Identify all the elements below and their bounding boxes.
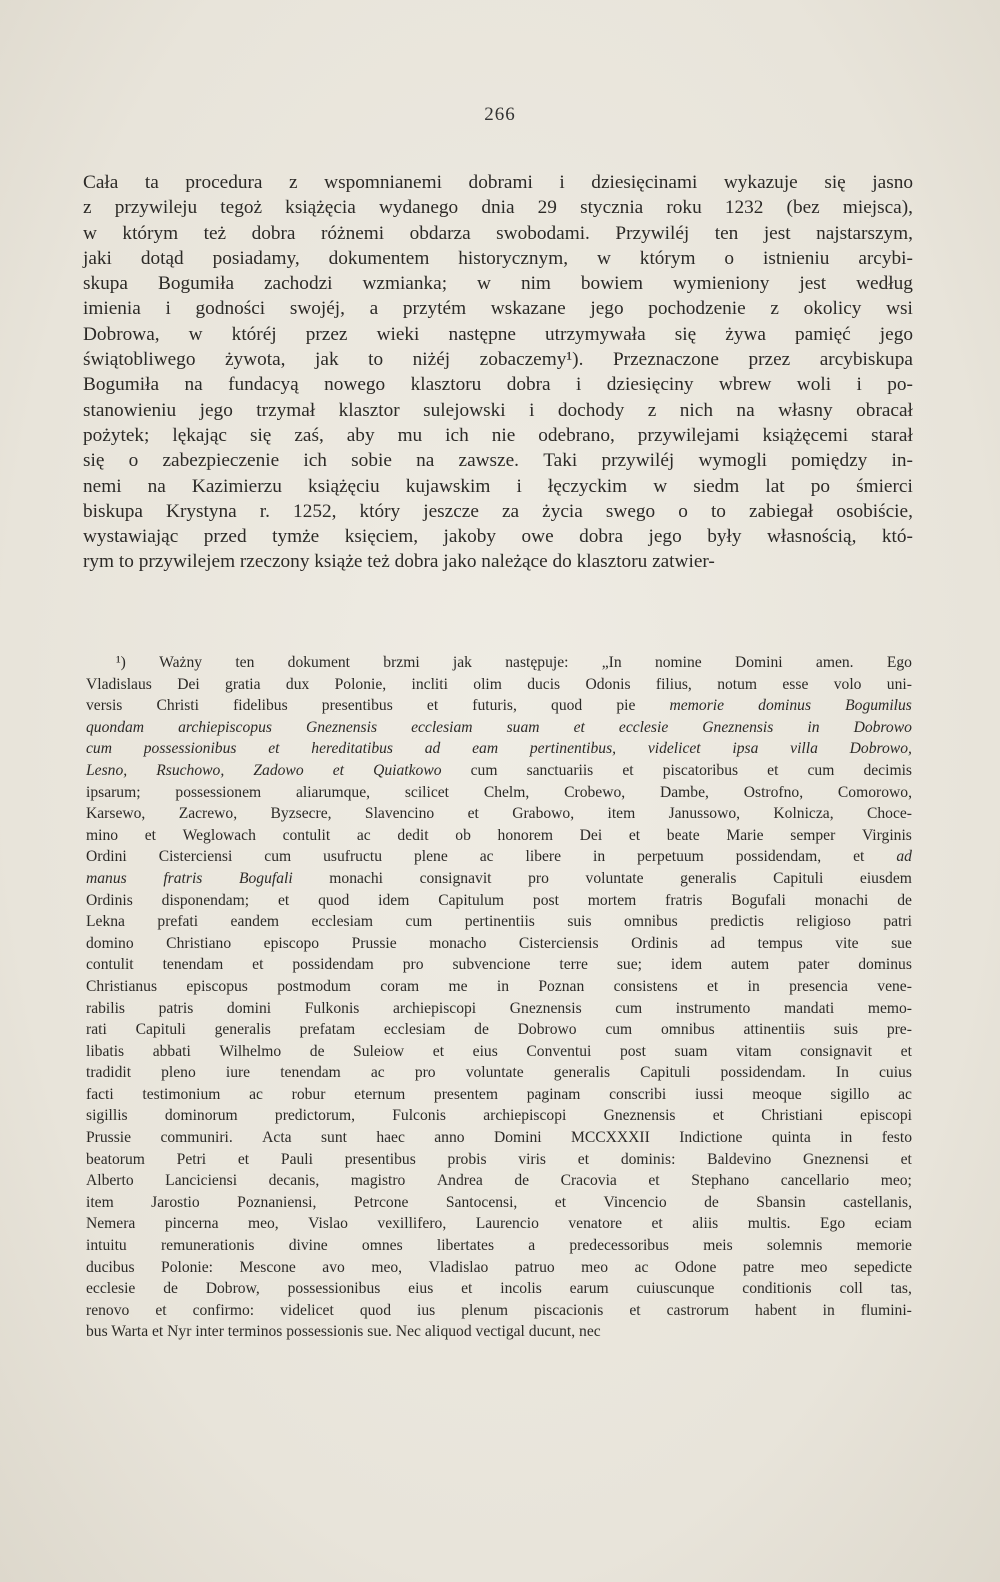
main-text-line: imienia i godności swojéj, a przytém wskazane jego pochodzenie z okolicy wsi (83, 298, 913, 320)
main-text-line: jaki dotąd posiadamy, dokumentem historycznym, w którym o istnieniu arcybi- (83, 247, 913, 269)
footnote-line: cum possessionibus et hereditatibus ad eam pertinentibus, videlicet ipsa villa Dobrowo, (86, 740, 912, 758)
main-text-line: się o zabezpieczenie ich sobie na zawsze. Taki przywiléj wymogli pomiędzy in- (83, 450, 913, 472)
footnote-line: ecclesie de Dobrow, possessionibus eius et incolis earum cuiuscunque conditionis coll tas, (86, 1280, 912, 1298)
footnote-line: Lesno, Rsuchowo, Zadowo et Quiatkowo cum sanctuariis et piscatoribus et cum decimis (86, 761, 912, 779)
footnote-line: Lekna prefati eandem ecclesiam cum pertinentiis suis omnibus predictis religioso patri (86, 913, 912, 931)
main-text-line: rym to przywilejem rzeczony książe też dobra jako należące do klasztoru zatwier- (83, 551, 715, 573)
main-text-line: biskupa Krystyna r. 1252, który jeszcze za życia swego o to zabiegał osobiście, (83, 500, 913, 522)
footnote-line: intuitu remunerationis divine omnes libertates a predecessoribus meis solemnis memorie (86, 1237, 912, 1255)
main-text-line: Cała ta procedura z wspomnianemi dobrami i dziesięcinami wykazuje się jasno (83, 172, 913, 193)
footnote-line: Prussie communiri. Acta sunt haec anno Domini MCCXXXII Indictione quinta in festo (86, 1129, 912, 1147)
main-text-line: wystawiając przed tymże księciem, jakoby owe dobra jego były własnością, któ- (83, 526, 913, 548)
footnote-line: libatis abbati Wilhelmo de Suleiow et eius Conventui post suam vitam consignavit et (86, 1042, 912, 1060)
main-text-line: Bogumiła na fundacyą nowego klasztoru dobra i dziesięciny wbrew woli i po- (83, 374, 913, 396)
main-text-line: świątobliwego żywota, jak to niżéj zobaczemy¹). Przeznaczone przez arcybiskupa (83, 349, 913, 371)
footnote-line: beatorum Petri et Pauli presentibus probis viris et dominis: Baldevino Gneznensi et (86, 1150, 912, 1168)
footnote-line: versis Christi fidelibus presentibus et futuris, quod pie memorie dominus Bogumilus (86, 697, 912, 715)
footnote-line: sigillis dominorum predictorum, Fulconis archiepiscopi Gneznensis et Christiani episcopi (86, 1107, 912, 1125)
footnote-line: Alberto Lanciciensi decanis, magistro Andrea de Cracovia et Stephano cancellario meo; (86, 1172, 912, 1190)
footnote-line: contulit tenendam et possidendam pro subvencione terre sue; idem autem pater dominus (86, 956, 912, 974)
footnote-line: bus Warta et Nyr inter terminos possessionis sue. Nec aliquod vectigal ducunt, nec (86, 1323, 601, 1341)
footnote-line: Nemera pincerna meo, Vislao vexillifero, Laurencio venatore et aliis multis. Ego eciam (86, 1215, 912, 1233)
footnote-line: ducibus Polonie: Mescone avo meo, Vladislao patruo meo ac Odone patre meo sepedicte (86, 1258, 912, 1276)
main-text-line: pożytek; lękając się zaś, aby mu ich nie odebrano, przywilejami książęcemi starał (83, 424, 913, 446)
footnote-line: ipsarum; possessionem aliarumque, scilicet Chelm, Crobewo, Dambe, Ostrofno, Comorowo, (86, 783, 912, 801)
main-text-block (83, 170, 913, 575)
main-text-line: w którym też dobra różnemi obdarza swobodami. Przywiléj ten jest najstarszym, (83, 222, 913, 244)
main-text-line: nemi na Kazimierzu książęciu kujawskim i łęczyckim w siedm lat po śmierci (83, 475, 913, 497)
footnote-line: domino Christiano episcopo Prussie monacho Cisterciensis Ordinis ad tempus vite sue (86, 934, 912, 952)
footnote-line: tradidit pleno iure tenendam ac pro voluntate generalis Capituli possidendam. In cuius (86, 1064, 912, 1082)
main-text-line: stanowieniu jego trzymał klasztor sulejowski i dochody z nich na własny obracał (83, 399, 913, 421)
footnote-line: renovo et confirmo: videlicet quod ius plenum piscacionis et castrorum habent in flumini- (86, 1301, 912, 1319)
footnote-line: mino et Weglowach contulit ac dedit ob honorem Dei et beate Marie semper Virginis (86, 826, 912, 844)
footnote-line: Christianus episcopus postmodum coram me in Poznan consistens et in presencia vene- (86, 977, 912, 995)
main-text-line: z przywileju tegoż książęcia wydanego dnia 29 stycznia roku 1232 (bez miejsca), (83, 197, 913, 219)
footnote-block (86, 652, 912, 1343)
footnote-line: item Jarostio Poznaniensi, Petrcone Santocensi, et Vincencio de Sbansin castellanis, (86, 1193, 912, 1211)
page-number: 266 (484, 104, 516, 125)
footnote-line: Karsewo, Zacrewo, Byzsecre, Slavencino et Grabowo, item Janussowo, Kolnicza, Choce- (86, 805, 912, 823)
footnote-line: manus fratris Bogufali monachi consignavit pro voluntate generalis Capituli eiusdem (86, 869, 912, 887)
footnote-line: Vladislaus Dei gratia dux Polonie, incliti olim ducis Odonis filius, notum esse volo uni- (86, 675, 912, 693)
footnote-line: Ordinis disponendam; et quod idem Capitulum post mortem fratris Bogufali monachi de (86, 891, 912, 909)
main-text-line: Dobrowa, w któréj przez wieki następne utrzymywała się żywa pamięć jego (83, 323, 913, 345)
footnote-line: ¹) Ważny ten dokument brzmi jak następuje: „In nomine Domini amen. Ego (116, 654, 912, 671)
footnote-line: facti testimonium ac robur eternum presentem paginam conscribi iussi meoque sigillo ac (86, 1085, 912, 1103)
footnote-line: quondam archiepiscopus Gneznensis ecclesiam suam et ecclesie Gneznensis in Dobrowo (86, 718, 912, 736)
footnote-line: Ordini Cisterciensi cum usufructu plene ac libere in perpetuum possidendam, et ad (86, 848, 912, 866)
main-text-line: skupa Bogumiła zachodzi wzmianka; w nim bowiem wymieniony jest według (83, 273, 913, 295)
footnote-line: rati Capituli generalis prefatam ecclesiam de Dobrowo cum omnibus attinentiis suis pre- (86, 1021, 912, 1039)
footnote-line: rabilis patris domini Fulkonis archiepiscopi Gneznensis cum instrumento mandati memo- (86, 999, 912, 1017)
